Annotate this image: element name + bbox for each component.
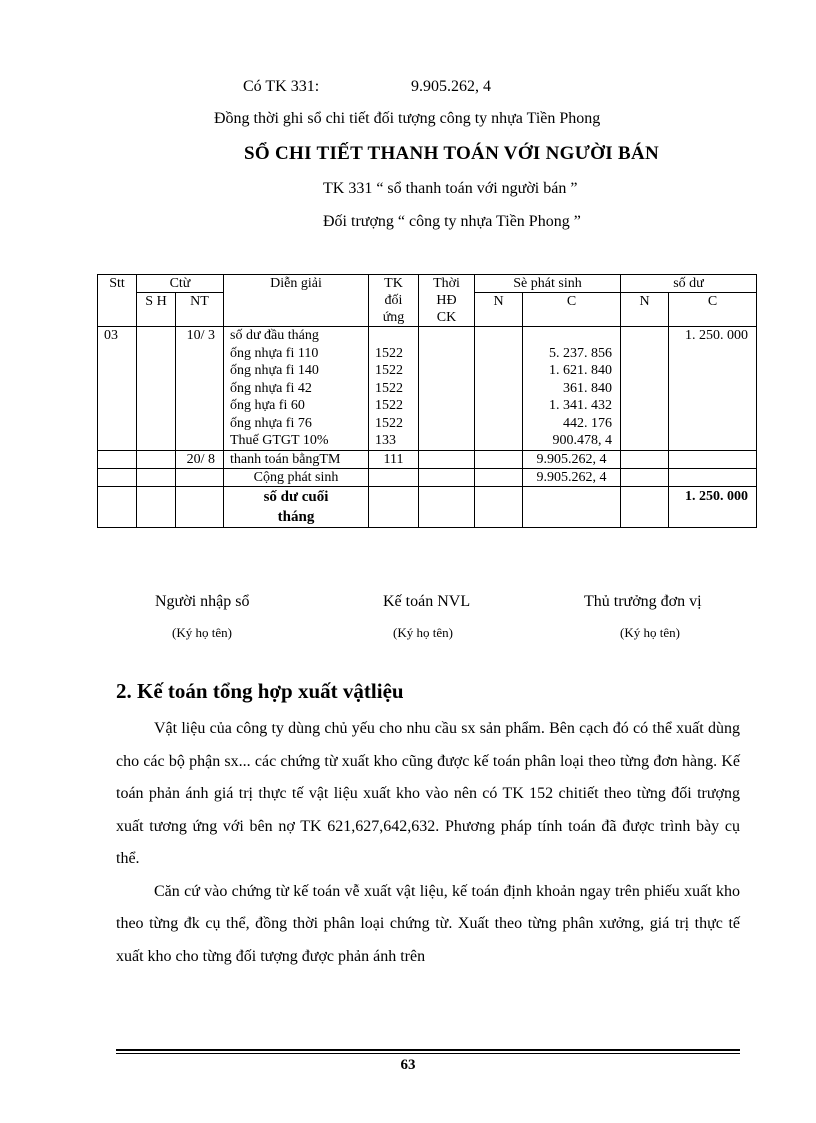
header-nt: NT [176,293,224,327]
header-se-phat-sinh: Sè phát sinh [475,275,621,293]
section-heading: 2. Kế toán tổng hợp xuất vậtliệu [116,679,404,703]
row-account: 111 [369,450,419,468]
row-description: Cộng phát sinh [224,468,369,486]
signature-title-3: Thủ trưởng đơn vị [584,593,702,610]
table-row [98,450,757,468]
paragraph-1: Vật liệu của công ty dùng chủ yếu cho nhu cầu sx sản phẩm. Bên cạch đó có thể xuất dùng cho các bộ phận sx... các chứng từ xuất kho cũng được kế toán phân loại theo từng đơn hàng. Kế toán phản ánh giá trị thực tế vật liệu xuất kho vào nên có TK 152 chitiết theo từng đối trượng xuất tương ứng với bên nợ TK 621,627,642,632. Phương pháp tính toán đã được trình bày cụ thể. [116,720,740,867]
header-ps-n: N [475,293,523,327]
header-thoi-hd-ck: Thời HĐ CK [419,275,475,327]
header-sd-n: N [621,293,669,327]
page-number: 63 [400,1057,416,1073]
ledger-subtitle-object: Đối trượng “ công ty nhựa Tiền Phong ” [323,213,581,230]
row-nt: 10/ 3 [176,327,224,451]
signature-sub-1: (Ký họ tên) [172,625,232,640]
header-sd-c: C [669,293,757,327]
row-credit-list: 5. 237. 856 1. 621. 840 361. 840 1. 341. 432 442. 176 900.478, 4 [523,327,621,451]
row-opening-balance: 1. 250. 000 [669,327,757,451]
signature-sub-3: (Ký họ tên) [620,625,680,640]
paragraph-2: Căn cứ vào chứng từ kế toán vễ xuất vật liệu, kế toán định khoản ngay trên phiếu xuất kho theo từng đk cụ thể, đồng thời phân loại chứng từ. Xuất theo từng phân xưởng, giá trị thực tế xuất kho cho từng đối tượng được phản ánh trên [116,882,740,965]
header-so-du: số dư [621,275,757,293]
body-text [116,713,740,973]
row-stt: 03 [98,327,137,451]
row-description: thanh toán bằngTM [224,450,369,468]
signature-title-2: Kế toán NVL [383,593,471,610]
header-ps-c: C [523,293,621,327]
header-row-1 [98,275,757,293]
row-description-closing: số dư cuối tháng [224,486,369,527]
row-credit: 9.905.262, 4 [523,450,621,468]
ledger-subtitle-account: TK 331 “ sổ thanh toán với người bán ” [323,180,578,197]
header-dien-giai: Diễn giải [224,275,369,327]
row-credit: 9.905.262, 4 [523,468,621,486]
row-account-list: 1522 1522 1522 1522 1522 133 [369,327,419,451]
header-sh: S H [137,293,176,327]
row-description-list: số dư đầu tháng ống nhựa fi 110 ống nhựa fi 140 ống nhựa fi 42 ống hựa fi 60 ống nhựa fi 76 Thuế GTGT 10% [224,327,369,451]
co-tk-value: 9.905.262, 4 [411,78,491,95]
ledger-title: SỔ CHI TIẾT THANH TOÁN VỚI NGƯỜI BÁN [244,143,660,164]
row-closing-balance: 1. 250. 000 [669,486,757,527]
header-ctu: Ctừ [137,275,224,293]
co-tk-label: Có TK 331: [243,78,320,95]
note-line: Đồng thời ghi sổ chi tiết đối tượng công ty nhựa Tiền Phong [214,110,601,127]
footer-rule-thin [116,1053,740,1054]
co-tk-line [243,78,491,96]
header-tk-doi-ung: TK đối ứng [369,275,419,327]
table-row [98,486,757,527]
table-row [98,327,757,451]
ledger-table [97,274,757,528]
signature-title-1: Người nhập sổ [155,593,250,610]
row-nt: 20/ 8 [176,450,224,468]
table-row [98,468,757,486]
header-stt: Stt [98,275,137,327]
footer-rule [116,1049,740,1051]
signature-sub-2: (Ký họ tên) [393,625,453,640]
